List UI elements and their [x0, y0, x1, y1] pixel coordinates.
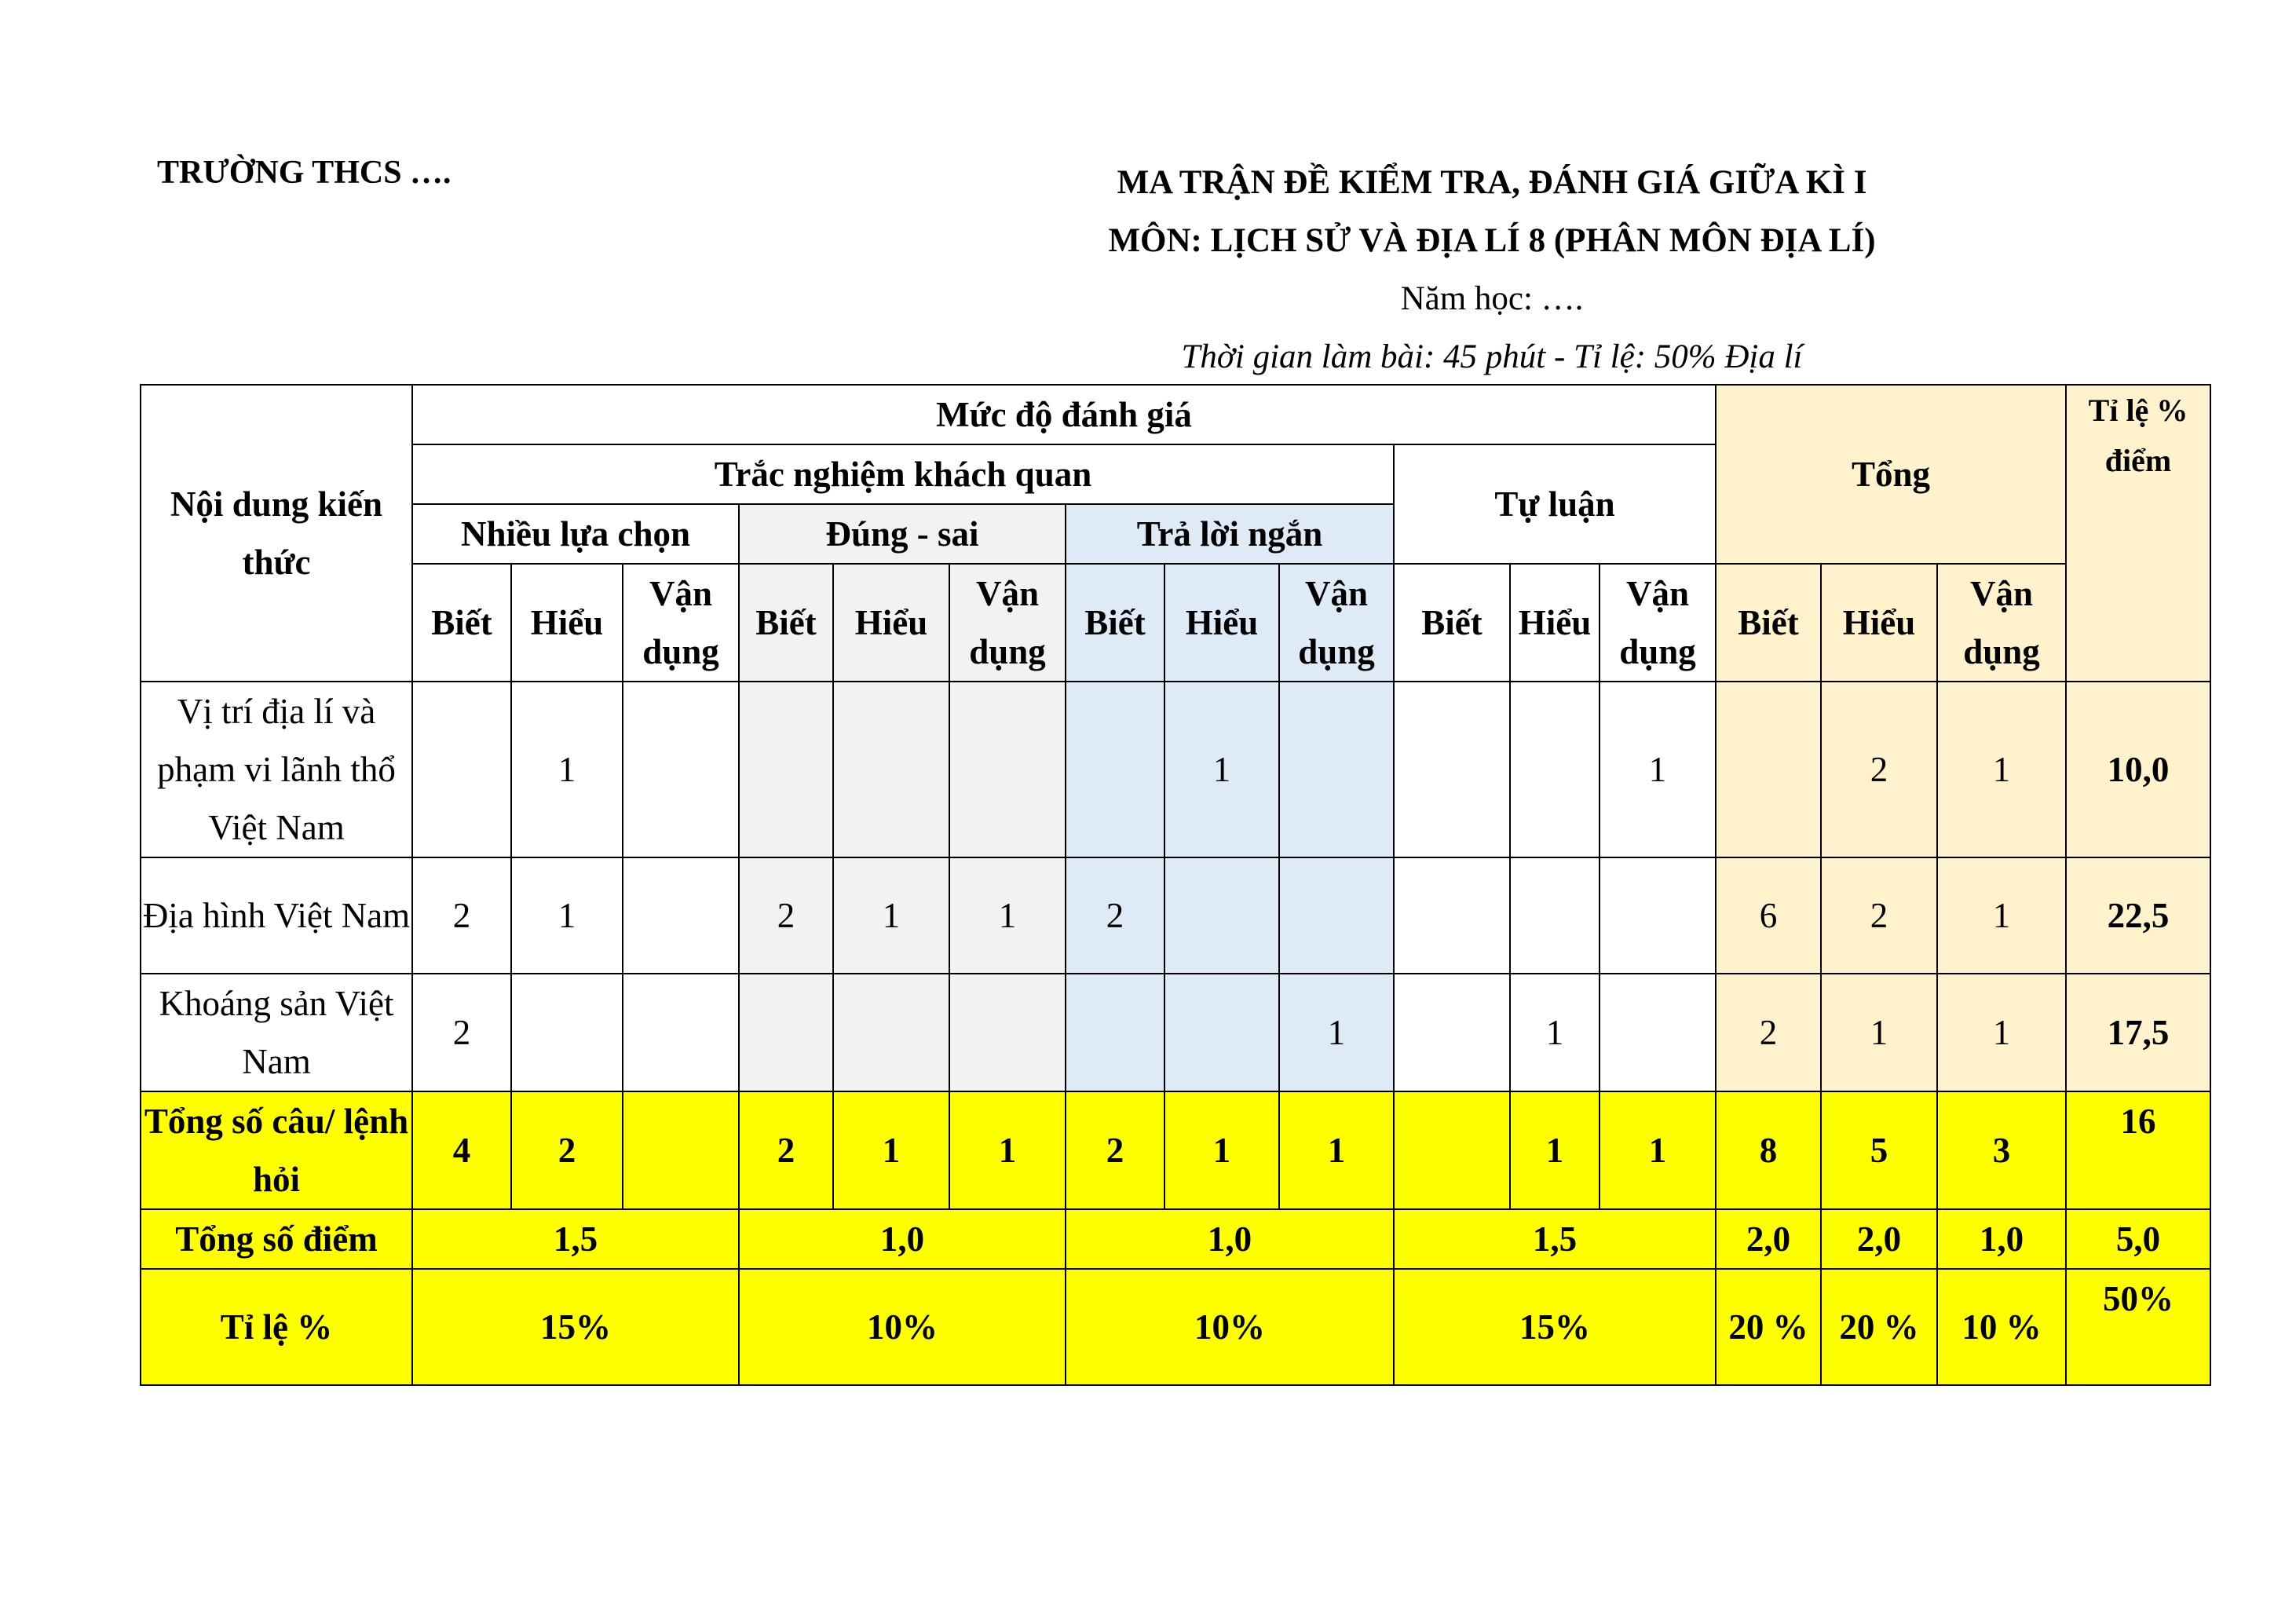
sub-header: Vận dụng — [1937, 564, 2066, 682]
total-points-cell: 1,0 — [1937, 1209, 2066, 1269]
group-percent: 10% — [1066, 1269, 1394, 1385]
table-cell — [1510, 682, 1600, 857]
table-cell: 1 — [1600, 682, 1716, 857]
group-percent: 10% — [739, 1269, 1066, 1385]
table-cell — [1394, 974, 1510, 1091]
row-ratio: 17,5 — [2066, 974, 2210, 1091]
sub-header: Hiểu — [1164, 564, 1279, 682]
group-percent: 15% — [1394, 1269, 1716, 1385]
table-cell: 2 — [412, 857, 511, 974]
table-cell — [833, 974, 949, 1091]
header-short-answer: Trả lời ngắn — [1066, 504, 1394, 564]
table-cell: 5 — [1821, 1091, 1937, 1209]
table-cell — [412, 682, 511, 857]
total-points-cell: 2,0 — [1821, 1209, 1937, 1269]
table-cell: 1 — [511, 857, 623, 974]
total-points-row — [141, 1209, 2210, 1269]
header-objective-test: Trắc nghiệm khách quan — [412, 444, 1394, 504]
table-cell: 1 — [1164, 682, 1279, 857]
total-questions-ratio: 16 — [2066, 1091, 2210, 1209]
table-cell — [1066, 682, 1164, 857]
header-essay: Tự luận — [1394, 444, 1716, 564]
sub-header: Biết — [1394, 564, 1510, 682]
table-cell: 1 — [1937, 974, 2066, 1091]
table-cell: 1 — [1279, 1091, 1394, 1209]
header-total: Tổng — [1716, 385, 2066, 564]
table-cell — [739, 974, 833, 1091]
table-cell — [1716, 682, 1821, 857]
sub-header: Hiểu — [1510, 564, 1600, 682]
row-content-name: Khoáng sản Việt Nam — [141, 974, 412, 1091]
group-points: 1,0 — [739, 1209, 1066, 1269]
sub-header: Hiểu — [511, 564, 623, 682]
table-cell: 1 — [1510, 974, 1600, 1091]
row-content-name: Vị trí địa lí và phạm vi lãnh thổ Việt Nam — [141, 682, 412, 857]
sub-header: Hiểu — [833, 564, 949, 682]
table-cell: 1 — [949, 857, 1066, 974]
row-ratio: 22,5 — [2066, 857, 2210, 974]
sub-header: Biết — [739, 564, 833, 682]
total-points-cell: 2,0 — [1716, 1209, 1821, 1269]
row-content-name: Địa hình Việt Nam — [141, 857, 412, 974]
group-points: 1,5 — [1394, 1209, 1716, 1269]
header-assessment-level: Mức độ đánh giá — [412, 385, 1716, 444]
sub-header: Biết — [1716, 564, 1821, 682]
table-cell: 1 — [1937, 682, 2066, 857]
assessment-matrix-table — [140, 384, 2211, 1386]
table-cell: 1 — [1600, 1091, 1716, 1209]
percent-ratio: 50% — [2066, 1269, 2210, 1385]
time-ratio: Thời gian làm bài: 45 phút - Tỉ lệ: 50% Địa lí — [1181, 338, 1803, 375]
table-cell: 1 — [1821, 974, 1937, 1091]
table-cell — [511, 974, 623, 1091]
sub-header: Biết — [412, 564, 511, 682]
table-cell: 6 — [1716, 857, 1821, 974]
table-cell — [623, 974, 739, 1091]
title-line-2: MÔN: LỊCH SỬ VÀ ĐỊA LÍ 8 (PHÂN MÔN ĐỊA LÍ) — [1108, 222, 1876, 259]
table-cell: 1 — [833, 1091, 949, 1209]
sub-header: Hiểu — [1821, 564, 1937, 682]
table-cell — [1600, 974, 1716, 1091]
sub-header: Vận dụng — [1279, 564, 1394, 682]
table-cell — [1164, 974, 1279, 1091]
sub-header: Vận dụng — [949, 564, 1066, 682]
table-cell — [1510, 857, 1600, 974]
table-cell — [1164, 857, 1279, 974]
table-cell: 2 — [1066, 857, 1164, 974]
school-name: TRƯỜNG THCS …. — [157, 155, 452, 191]
sub-header: Biết — [1066, 564, 1164, 682]
row-ratio: 10,0 — [2066, 682, 2210, 857]
table-cell: 3 — [1937, 1091, 2066, 1209]
total-points-ratio: 5,0 — [2066, 1209, 2210, 1269]
table-cell — [1394, 857, 1510, 974]
table-cell — [1394, 1091, 1510, 1209]
table-cell — [1394, 682, 1510, 857]
header-content: Nội dung kiến thức — [141, 385, 412, 682]
header-true-false: Đúng - sai — [739, 504, 1066, 564]
table-cell: 2 — [511, 1091, 623, 1209]
header-multiple-choice: Nhiều lựa chọn — [412, 504, 739, 564]
table-cell: 2 — [1821, 682, 1937, 857]
percent-row — [141, 1269, 2210, 1385]
header-ratio: Tỉ lệ % điểm — [2066, 385, 2210, 682]
table-cell: 2 — [1066, 1091, 1164, 1209]
total-questions-label: Tổng số câu/ lệnh hỏi — [141, 1091, 412, 1209]
table-row — [141, 857, 2210, 974]
total-percent-cell: 20 % — [1716, 1269, 1821, 1385]
table-cell: 2 — [412, 974, 511, 1091]
table-cell — [623, 1091, 739, 1209]
table-cell — [623, 857, 739, 974]
total-percent-cell: 20 % — [1821, 1269, 1937, 1385]
table-cell: 8 — [1716, 1091, 1821, 1209]
table-cell — [1279, 857, 1394, 974]
table-row — [141, 974, 2210, 1091]
table-cell: 1 — [1510, 1091, 1600, 1209]
table-cell: 1 — [1164, 1091, 1279, 1209]
table-cell: 1 — [949, 1091, 1066, 1209]
table-cell — [1066, 974, 1164, 1091]
table-cell: 2 — [739, 857, 833, 974]
table-cell — [623, 682, 739, 857]
percent-label: Tỉ lệ % — [141, 1269, 412, 1385]
group-points: 1,0 — [1066, 1209, 1394, 1269]
table-row — [141, 682, 2210, 857]
sub-header: Vận dụng — [623, 564, 739, 682]
total-percent-cell: 10 % — [1937, 1269, 2066, 1385]
title-line-1: MA TRẬN ĐỀ KIỂM TRA, ĐÁNH GIÁ GIỮA KÌ I — [1117, 164, 1867, 201]
table-cell: 2 — [1716, 974, 1821, 1091]
table-cell — [949, 974, 1066, 1091]
table-cell: 4 — [412, 1091, 511, 1209]
table-cell: 1 — [833, 857, 949, 974]
table-cell: 2 — [1821, 857, 1937, 974]
sub-header: Vận dụng — [1600, 564, 1716, 682]
table-cell: 1 — [511, 682, 623, 857]
group-percent: 15% — [412, 1269, 739, 1385]
total-points-label: Tổng số điểm — [141, 1209, 412, 1269]
table-cell: 1 — [1937, 857, 2066, 974]
total-questions-row — [141, 1091, 2210, 1209]
table-cell — [833, 682, 949, 857]
table-cell — [1279, 682, 1394, 857]
table-cell — [949, 682, 1066, 857]
table-cell — [1600, 857, 1716, 974]
table-cell: 2 — [739, 1091, 833, 1209]
table-cell — [739, 682, 833, 857]
table-cell: 1 — [1279, 974, 1394, 1091]
group-points: 1,5 — [412, 1209, 739, 1269]
school-year: Năm học: …. — [1400, 280, 1584, 317]
document-header — [974, 154, 2010, 386]
